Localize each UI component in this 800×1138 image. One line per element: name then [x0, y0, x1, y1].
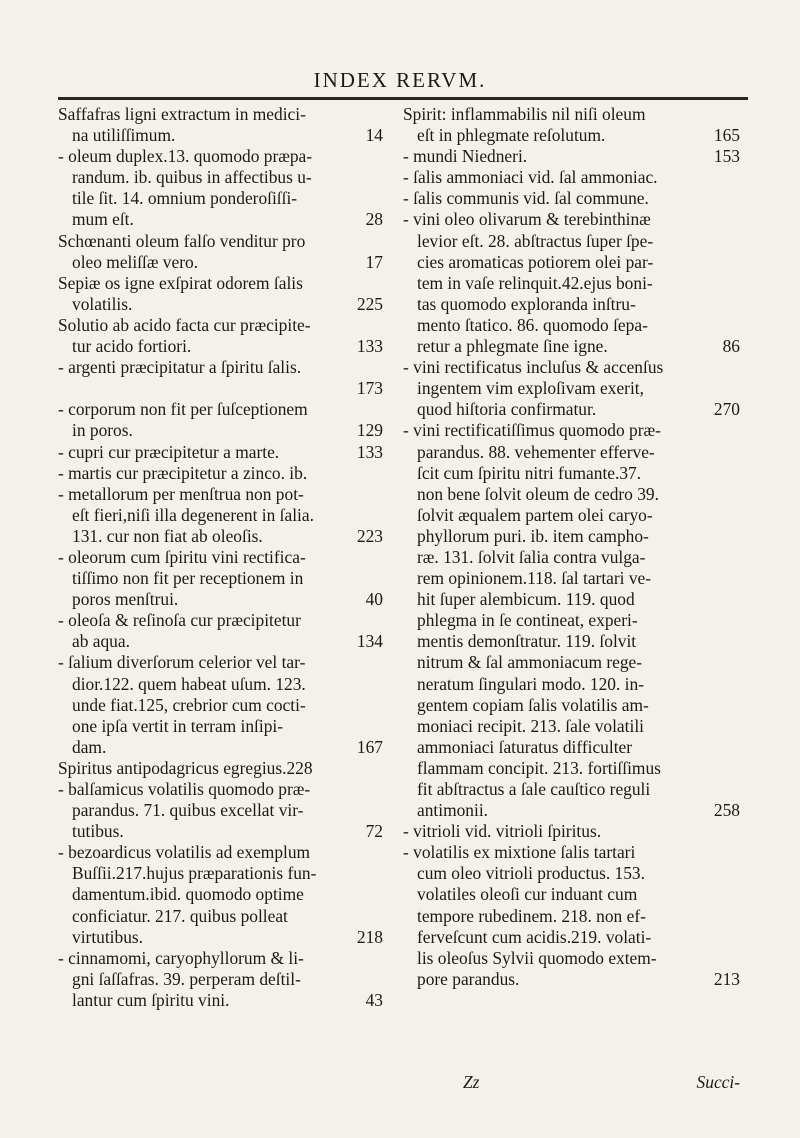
entry-text: quod hiſtoria confirmatur. [417, 399, 597, 420]
page-reference: 153 [713, 146, 740, 167]
index-entry-line [58, 294, 391, 315]
index-entry-line [403, 357, 748, 378]
index-entry-line [403, 758, 748, 779]
entry-text: ſolvit æqualem partem olei caryo- [417, 504, 653, 525]
index-entry-line [58, 969, 391, 990]
entry-text: conficiatur. 217. quibus polleat [72, 905, 288, 926]
entry-text: tempore rubedinem. 218. non ef- [417, 905, 646, 926]
entry-text: nitrum & ſal ammoniacum rege- [417, 652, 643, 673]
entry-text: - vini rectificatiſſimus quomodo præ- [403, 420, 661, 441]
page-reference: 270 [713, 399, 740, 420]
page-reference: 133 [356, 441, 383, 462]
entry-text: - ſalis communis vid. ſal commune. [403, 188, 649, 209]
index-entry-line [403, 484, 748, 505]
entry-text: - cinnamomi, caryophyllorum & li- [58, 947, 304, 968]
index-entry-line [403, 273, 748, 294]
entry-text: Spirit: inflammabilis nil niſi oleum [403, 104, 646, 124]
entry-text: ab aqua. [72, 631, 130, 652]
entry-text: - corporum non fit per ſuſceptionem [58, 399, 308, 420]
entry-text: fit abſtractus a ſale cauſtico reguli [417, 779, 651, 799]
entry-text: cum oleo vitrioli productus. 153. [417, 863, 645, 884]
index-entry-line [403, 674, 748, 695]
index-entry-line [58, 695, 391, 716]
entry-text: damentum.ibid. quomodo optime [72, 884, 304, 905]
entry-text: - volatilis ex mixtione ſalis tartari [403, 842, 636, 863]
entry-text: moniaci recipit. 213. ſale volatili [417, 715, 644, 736]
entry-text: tem in vaſe relinquit.42.ejus boni- [417, 272, 653, 293]
index-entry-line [403, 188, 748, 209]
index-entry-line [403, 315, 748, 336]
entry-text: in poros. [72, 420, 133, 441]
page-reference: 258 [713, 800, 740, 821]
index-entry-line [403, 737, 748, 758]
entry-text: Solutio ab acido facta cur præcipite- [58, 314, 311, 335]
index-entry-line [403, 842, 748, 863]
index-entry-line [403, 420, 748, 441]
entry-text: - metallorum per menſtrua non pot- [58, 483, 304, 504]
entry-text: volatilis. [72, 293, 133, 314]
entry-text: Spiritus antipodagricus egregius.228 [58, 757, 313, 778]
index-entry-line [58, 800, 391, 821]
entry-text: antimonii. [417, 800, 489, 821]
index-entry-line [403, 146, 748, 167]
index-entry-line [58, 357, 391, 378]
entry-text: pore parandus. [417, 968, 520, 989]
index-entry-line [58, 399, 391, 420]
index-entry-line [58, 167, 391, 188]
index-entry-line [403, 505, 748, 526]
index-entry-line [403, 209, 748, 230]
index-entry-line [58, 547, 391, 568]
page-reference: 173 [356, 378, 383, 399]
index-entry-line [403, 863, 748, 884]
index-entry-line [403, 948, 748, 969]
page-reference: 129 [356, 420, 383, 441]
entry-text: parandus. 71. quibus excellat vir- [72, 800, 304, 821]
index-entry-line [403, 969, 748, 990]
index-entry-line [403, 800, 748, 821]
entry-text: - ſalis ammoniaci vid. ſal ammoniac. [403, 167, 658, 188]
index-entry-line [58, 463, 391, 484]
index-column-right [403, 104, 748, 990]
page-reference: 86 [722, 336, 740, 357]
entry-text: dior.122. quem habeat uſum. 123. [72, 673, 306, 694]
index-entry-line [58, 209, 391, 230]
page-reference: 165 [713, 125, 740, 146]
entry-text: lis oleoſus Sylvii quomodo extem- [417, 947, 657, 968]
entry-text: unde fiat.125, crebrior cum cocti- [72, 694, 306, 715]
index-entry-line [403, 526, 748, 547]
entry-text: - ſalium diverſorum celerior vel tar- [58, 652, 306, 673]
index-entry-line [58, 505, 391, 526]
index-entry-line [403, 695, 748, 716]
entry-text: mentis demonſtratur. 119. ſolvit [417, 631, 637, 652]
index-entry-line [58, 610, 391, 631]
entry-text: virtutibus. [72, 926, 144, 947]
index-entry-line [58, 652, 391, 673]
page-reference: 40 [365, 589, 383, 610]
entry-text: - oleorum cum ſpiritu vini rectifica- [58, 546, 306, 567]
entry-text: - oleoſa & reſinoſa cur præcipitetur [58, 610, 301, 631]
index-entry-line [403, 610, 748, 631]
page-reference: 213 [713, 968, 740, 989]
index-entry-line [58, 906, 391, 927]
entry-text: retur a phlegmate ſine igne. [417, 336, 608, 357]
page-reference: 223 [356, 525, 383, 546]
index-entry-line [403, 927, 748, 948]
index-entry-line [58, 231, 391, 252]
page-reference: 14 [365, 125, 383, 146]
entry-text: volatiles oleoſi cur induant cum [417, 884, 638, 905]
index-entry-line [58, 631, 391, 652]
index-entry-line [58, 484, 391, 505]
entry-text: hit ſuper alembicum. 119. quod [417, 589, 635, 610]
index-entry-line [403, 294, 748, 315]
index-entry-line [58, 146, 391, 167]
entry-text: randum. ib. quibus in affectibus u- [72, 167, 312, 188]
index-entry-line [403, 125, 748, 146]
entry-text: - mundi Niedneri. [403, 146, 528, 167]
entry-text: Buſſii.217.hujus præparationis fun- [72, 863, 317, 884]
index-entry-line [403, 716, 748, 737]
entry-text: tiſſimo non fit per receptionem in [72, 568, 304, 589]
entry-text: - vitrioli vid. vitrioli ſpiritus. [403, 821, 602, 842]
page-reference: 225 [356, 293, 383, 314]
index-entry-line [403, 231, 748, 252]
index-entry-line [403, 167, 748, 188]
index-column-left [58, 104, 391, 1011]
index-entry-line [403, 631, 748, 652]
index-entry-line [403, 589, 748, 610]
page-reference: 28 [365, 209, 383, 230]
index-entry-line [58, 125, 391, 146]
entry-text: eſt fieri,niſi illa degenerent in ſalia. [72, 504, 314, 525]
index-entry-line [403, 378, 748, 399]
index-entry-line [58, 716, 391, 737]
entry-text: ræ. 131. ſolvit ſalia contra vulga- [417, 546, 646, 567]
entry-text: tur acido fortiori. [72, 336, 192, 357]
index-entry-line [403, 547, 748, 568]
index-entry-line [58, 990, 391, 1011]
index-entry-line [58, 315, 391, 336]
entry-text: levior eſt. 28. abſtractus ſuper ſpe- [417, 230, 654, 251]
entry-text: ſcit cum ſpiritu nitri fumante.37. [417, 462, 642, 483]
entry-text: eſt in phlegmate reſolutum. [417, 125, 606, 146]
entry-text: cies aromaticas potiorem olei par- [417, 251, 654, 272]
entry-text: - vini oleo olivarum & terebinthinæ [403, 209, 651, 230]
index-entry-line [58, 927, 391, 948]
page-reference: 167 [356, 736, 383, 757]
entry-text: mento ſtatico. 86. quomodo ſepa- [417, 314, 648, 335]
index-entry-line [403, 779, 748, 800]
index-entry-line [58, 252, 391, 273]
index-entry-line [58, 737, 391, 758]
index-entry-line [403, 442, 748, 463]
index-entry-line [403, 884, 748, 905]
page-reference: 17 [365, 251, 383, 272]
entry-text: 131. cur non fiat ab oleoſis. [72, 525, 263, 546]
index-entry-line [58, 273, 391, 294]
entry-text: one ipſa vertit in terram inſipi- [72, 715, 284, 736]
index-entry-line [58, 378, 391, 399]
entry-text: tas quomodo exploranda inſtru- [417, 293, 636, 314]
index-entry-line [58, 568, 391, 589]
index-entry-line [403, 252, 748, 273]
page-reference: 218 [356, 926, 383, 947]
entry-text: non bene ſolvit oleum de cedro 39. [417, 483, 659, 504]
entry-text: ferveſcunt cum acidis.219. volati- [417, 926, 652, 947]
index-entry-line [58, 442, 391, 463]
index-entry-line [403, 821, 748, 842]
entry-text: ammoniaci ſaturatus difficulter [417, 736, 633, 757]
entry-text: - argenti præcipitatur a ſpiritu ſalis. [58, 357, 302, 378]
entry-text: rem opinionem.118. ſal tartari ve- [417, 568, 652, 589]
entry-text: - balſamicus volatilis quomodo præ- [58, 779, 311, 799]
page-reference: 133 [356, 336, 383, 357]
index-entry-line [58, 863, 391, 884]
index-entry-line [58, 526, 391, 547]
entry-text: poros menſtrui. [72, 589, 179, 610]
entry-text: ingentem vim exploſivam exerit, [417, 378, 644, 399]
index-entry-line [58, 420, 391, 441]
page-reference: 134 [356, 631, 383, 652]
index-entry-line [403, 463, 748, 484]
index-entry-line [58, 821, 391, 842]
entry-text: - vini rectificatus incluſus & accenſus [403, 357, 664, 378]
entry-text: - oleum duplex.13. quomodo præpa- [58, 146, 313, 167]
entry-text: oleo meliſſæ vero. [72, 251, 199, 272]
index-entry-line [58, 104, 391, 125]
index-entry-line [403, 906, 748, 927]
page-reference: 72 [365, 821, 383, 842]
entry-text: Saffafras ligni extractum in medici- [58, 104, 306, 124]
entry-text: - bezoardicus volatilis ad exemplum [58, 842, 311, 863]
entry-text: neratum ſingulari modo. 120. in- [417, 673, 645, 694]
entry-text: Sepiæ os igne exſpirat odorem ſalis [58, 272, 303, 293]
index-entry-line [58, 758, 391, 779]
entry-text: tutibus. [72, 821, 124, 842]
index-entry-line [58, 842, 391, 863]
index-entry-line [58, 884, 391, 905]
entry-text: gentem copiam ſalis volatilis am- [417, 694, 649, 715]
index-entry-line [403, 568, 748, 589]
index-entry-line [58, 188, 391, 209]
entry-text: Schœnanti oleum falſo venditur pro [58, 230, 306, 251]
index-entry-line [58, 336, 391, 357]
index-entry-line [58, 674, 391, 695]
entry-text: gni ſaſſafras. 39. perperam deſtil- [72, 968, 301, 989]
index-entry-line [58, 589, 391, 610]
catchword: Succi- [696, 1072, 740, 1092]
entry-text: phyllorum puri. ib. item campho- [417, 525, 649, 546]
entry-text: - cupri cur præcipitetur a marte. [58, 441, 280, 462]
header-rule [58, 97, 748, 100]
index-entry-line [58, 948, 391, 969]
index-entry-line [403, 336, 748, 357]
entry-text: - martis cur præcipitetur a zinco. ib. [58, 462, 308, 483]
entry-text: flammam concipit. 213. fortiſſimus [417, 757, 661, 778]
entry-text: dam. [72, 736, 107, 757]
index-entry-line [403, 104, 748, 125]
entry-text: lantur cum ſpiritu vini. [72, 989, 230, 1010]
index-entry-line [403, 399, 748, 420]
entry-text: mum eſt. [72, 209, 134, 230]
entry-text: na utiliſſimum. [72, 125, 176, 146]
entry-text: parandus. 88. vehementer efferve- [417, 441, 655, 462]
index-entry-line [403, 652, 748, 673]
page-reference: 43 [365, 989, 383, 1010]
running-head: INDEX RERVM. [313, 68, 487, 92]
entry-text: phlegma in ſe contineat, experi- [417, 610, 638, 631]
entry-text: tile ſit. 14. omnium ponderoſiſſi- [72, 188, 298, 209]
index-entry-line [58, 779, 391, 800]
signature-mark: Zz [463, 1072, 480, 1092]
